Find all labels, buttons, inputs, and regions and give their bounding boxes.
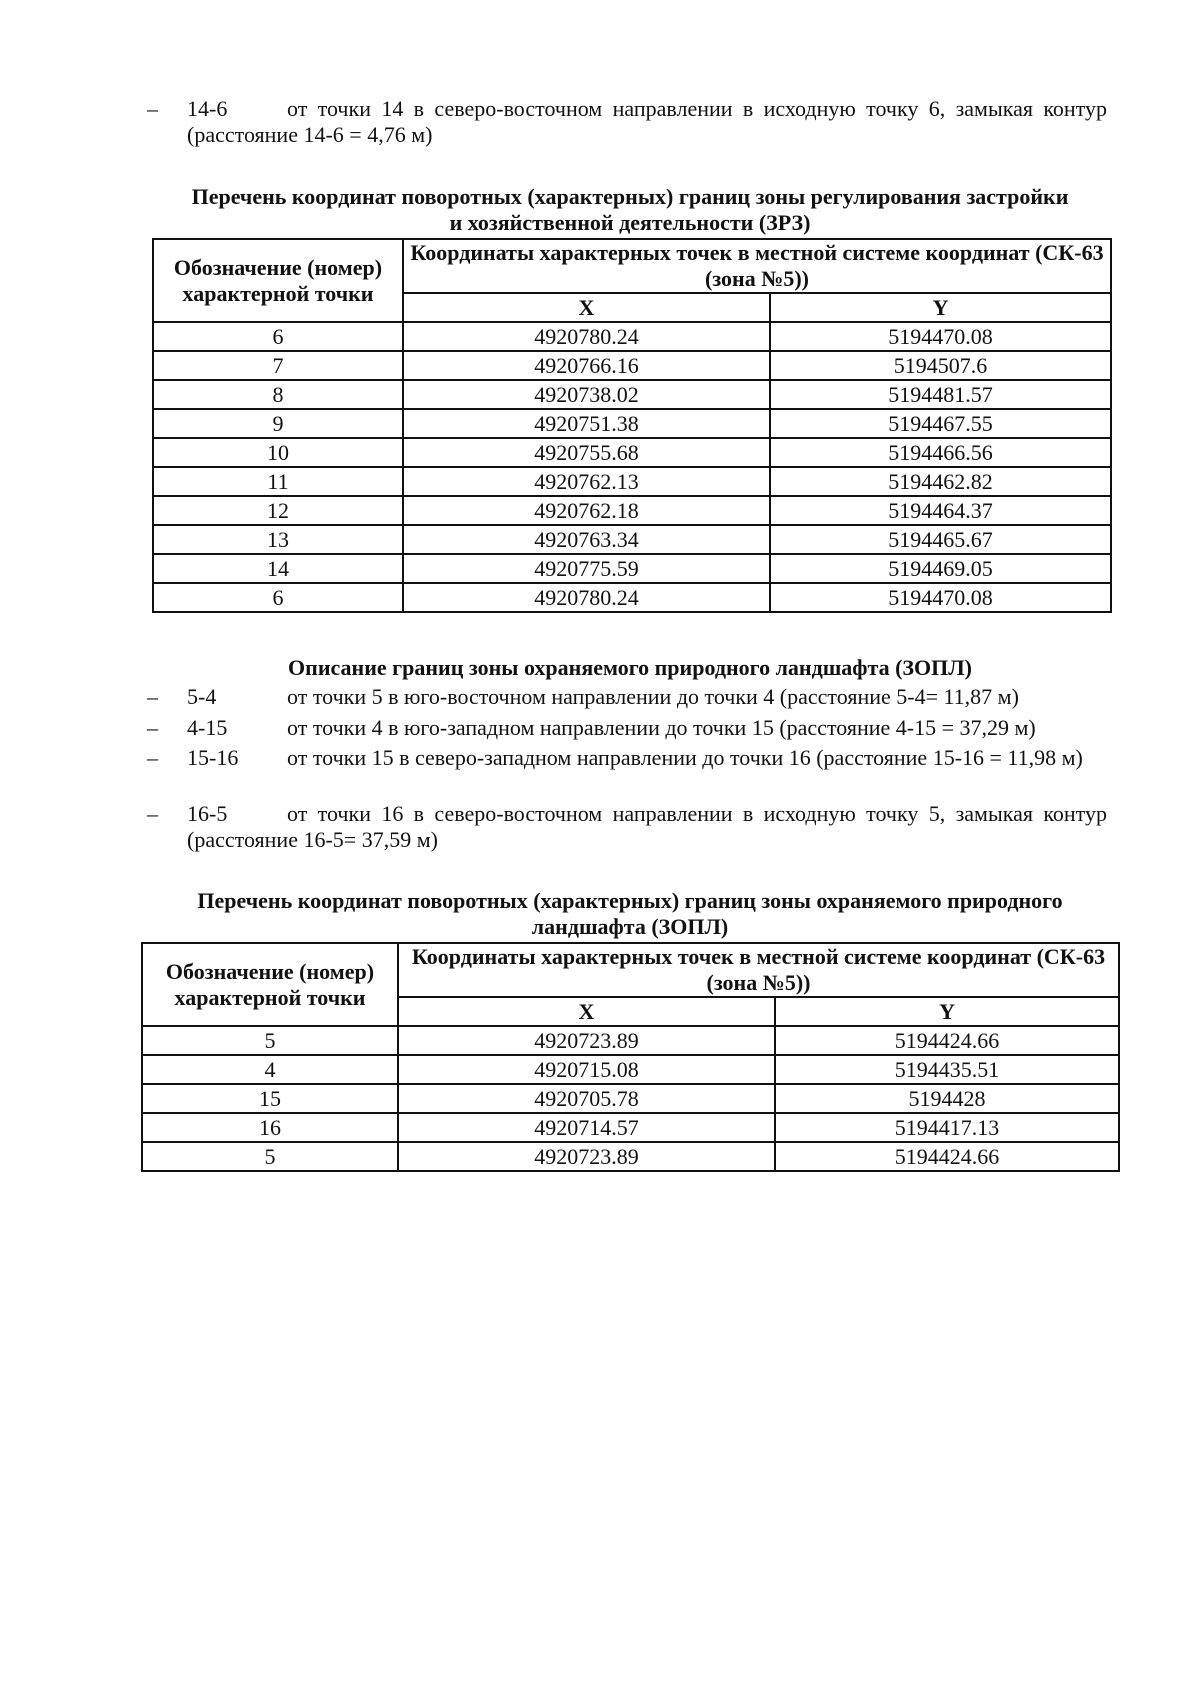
point-number-cell: 15 (142, 1084, 398, 1113)
segment-text: от точки 5 в юго-восточном направлении до точки 4 (расстояние 5-4= 11,87 м) (287, 684, 1019, 709)
x-coordinate-cell: 4920755.68 (403, 438, 770, 467)
zrz-title-line2: и хозяйственной деятельности (ЗРЗ) (449, 210, 811, 235)
table-row (153, 554, 1111, 583)
y-coordinate-cell: 5194417.13 (775, 1113, 1119, 1142)
table-row (142, 1026, 1119, 1055)
point-number-cell: 6 (153, 322, 403, 351)
point-number-cell: 16 (142, 1113, 398, 1142)
y-coordinate-cell: 5194464.37 (770, 496, 1111, 525)
table-row (153, 467, 1111, 496)
x-coordinate-cell: 4920762.18 (403, 496, 770, 525)
segment-code: 14-6 (187, 96, 228, 121)
table-row (142, 1142, 1119, 1171)
x-coordinate-cell: 4920751.38 (403, 409, 770, 438)
header-point-number: Обозначение (номер) характерной точки (153, 239, 403, 322)
point-number-cell: 5 (142, 1026, 398, 1055)
y-coordinate-cell: 5194424.66 (775, 1142, 1119, 1171)
y-coordinate-cell: 5194428 (775, 1084, 1119, 1113)
segment-code: 16-5 (187, 801, 228, 826)
x-coordinate-cell: 4920766.16 (403, 351, 770, 380)
table-row (142, 1084, 1119, 1113)
y-coordinate-cell: 5194435.51 (775, 1055, 1119, 1084)
table-row (142, 1055, 1119, 1084)
segment-text: от точки 15 в северо-западном направлении до точки 16 (расстояние 15-16 = 11,98 м) (287, 745, 1083, 770)
table-row (153, 583, 1111, 612)
x-coordinate-cell: 4920762.13 (403, 467, 770, 496)
point-number-cell: 9 (153, 409, 403, 438)
table-row (153, 525, 1111, 554)
list-dash: – (147, 715, 158, 740)
list-dash: – (147, 745, 158, 770)
y-coordinate-cell: 5194465.67 (770, 525, 1111, 554)
segment-4-15 (147, 715, 1107, 741)
y-coordinate-cell: 5194470.08 (770, 583, 1111, 612)
segment-14-6 (147, 96, 1107, 148)
table-row (153, 438, 1111, 467)
y-coordinate-cell: 5194481.57 (770, 380, 1111, 409)
segment-text: от точки 14 в северо-восточном направлении в исходную точку 6, замыкая контур (расстояние 14-6 = 4,76 м) (187, 96, 1107, 147)
point-number-cell: 8 (153, 380, 403, 409)
header-coordinates: Координаты характерных точек в местной системе координат (СК-63 (зона №5)) (398, 943, 1119, 997)
y-coordinate-cell: 5194507.6 (770, 351, 1111, 380)
y-coordinate-cell: 5194470.08 (770, 322, 1111, 351)
point-number-cell: 5 (142, 1142, 398, 1171)
zopl-title-line1: Перечень координат поворотных (характерных) границ зоны охраняемого природного (197, 888, 1063, 913)
x-coordinate-cell: 4920705.78 (398, 1084, 775, 1113)
x-coordinate-cell: 4920775.59 (403, 554, 770, 583)
header-y: Y (770, 293, 1111, 322)
y-coordinate-cell: 5194424.66 (775, 1026, 1119, 1055)
segment-code: 15-16 (187, 745, 239, 770)
segment-text: от точки 4 в юго-западном направлении до точки 15 (расстояние 4-15 = 37,29 м) (287, 715, 1036, 740)
header-x: X (398, 997, 775, 1026)
x-coordinate-cell: 4920723.89 (398, 1142, 775, 1171)
point-number-cell: 13 (153, 525, 403, 554)
segment-5-4 (147, 684, 1107, 710)
point-number-cell: 7 (153, 351, 403, 380)
table-row (153, 351, 1111, 380)
list-dash: – (147, 96, 158, 121)
point-number-cell: 14 (153, 554, 403, 583)
header-x: X (403, 293, 770, 322)
zrz-coordinates-table (152, 238, 1112, 613)
point-number-cell: 6 (153, 583, 403, 612)
y-coordinate-cell: 5194466.56 (770, 438, 1111, 467)
table-row (153, 322, 1111, 351)
x-coordinate-cell: 4920780.24 (403, 322, 770, 351)
zopl-title-line2: ландшафта (ЗОПЛ) (531, 914, 729, 939)
point-number-cell: 10 (153, 438, 403, 467)
zopl-coordinates-table (141, 942, 1120, 1172)
y-coordinate-cell: 5194469.05 (770, 554, 1111, 583)
table-row (153, 496, 1111, 525)
point-number-cell: 4 (142, 1055, 398, 1084)
segment-15-16 (147, 745, 1107, 771)
zopl-title (140, 888, 1120, 940)
list-dash: – (147, 684, 158, 709)
segment-code: 4-15 (187, 715, 228, 740)
segment-text: от точки 16 в северо-восточном направлении в исходную точку 5, замыкая контур (расстояние 16-5= 37,59 м) (187, 801, 1107, 852)
point-number-cell: 11 (153, 467, 403, 496)
segment-code: 5-4 (187, 684, 217, 709)
segment-16-5 (147, 801, 1107, 853)
x-coordinate-cell: 4920714.57 (398, 1113, 775, 1142)
zrz-title (140, 184, 1120, 236)
header-y: Y (775, 997, 1119, 1026)
y-coordinate-cell: 5194467.55 (770, 409, 1111, 438)
header-coordinates: Координаты характерных точек в местной системе координат (СК-63 (зона №5)) (403, 239, 1111, 293)
zrz-title-line1: Перечень координат поворотных (характерных) границ зоны регулирования застройки (191, 184, 1069, 209)
x-coordinate-cell: 4920763.34 (403, 525, 770, 554)
header-point-number: Обозначение (номер) характерной точки (142, 943, 398, 1026)
x-coordinate-cell: 4920723.89 (398, 1026, 775, 1055)
zopl-description-title: Описание границ зоны охраняемого природного ландшафта (ЗОПЛ) (288, 655, 972, 680)
point-number-cell: 12 (153, 496, 403, 525)
x-coordinate-cell: 4920715.08 (398, 1055, 775, 1084)
y-coordinate-cell: 5194462.82 (770, 467, 1111, 496)
x-coordinate-cell: 4920780.24 (403, 583, 770, 612)
x-coordinate-cell: 4920738.02 (403, 380, 770, 409)
table-row (153, 380, 1111, 409)
table-row (142, 1113, 1119, 1142)
table-row (153, 409, 1111, 438)
list-dash: – (147, 801, 158, 826)
